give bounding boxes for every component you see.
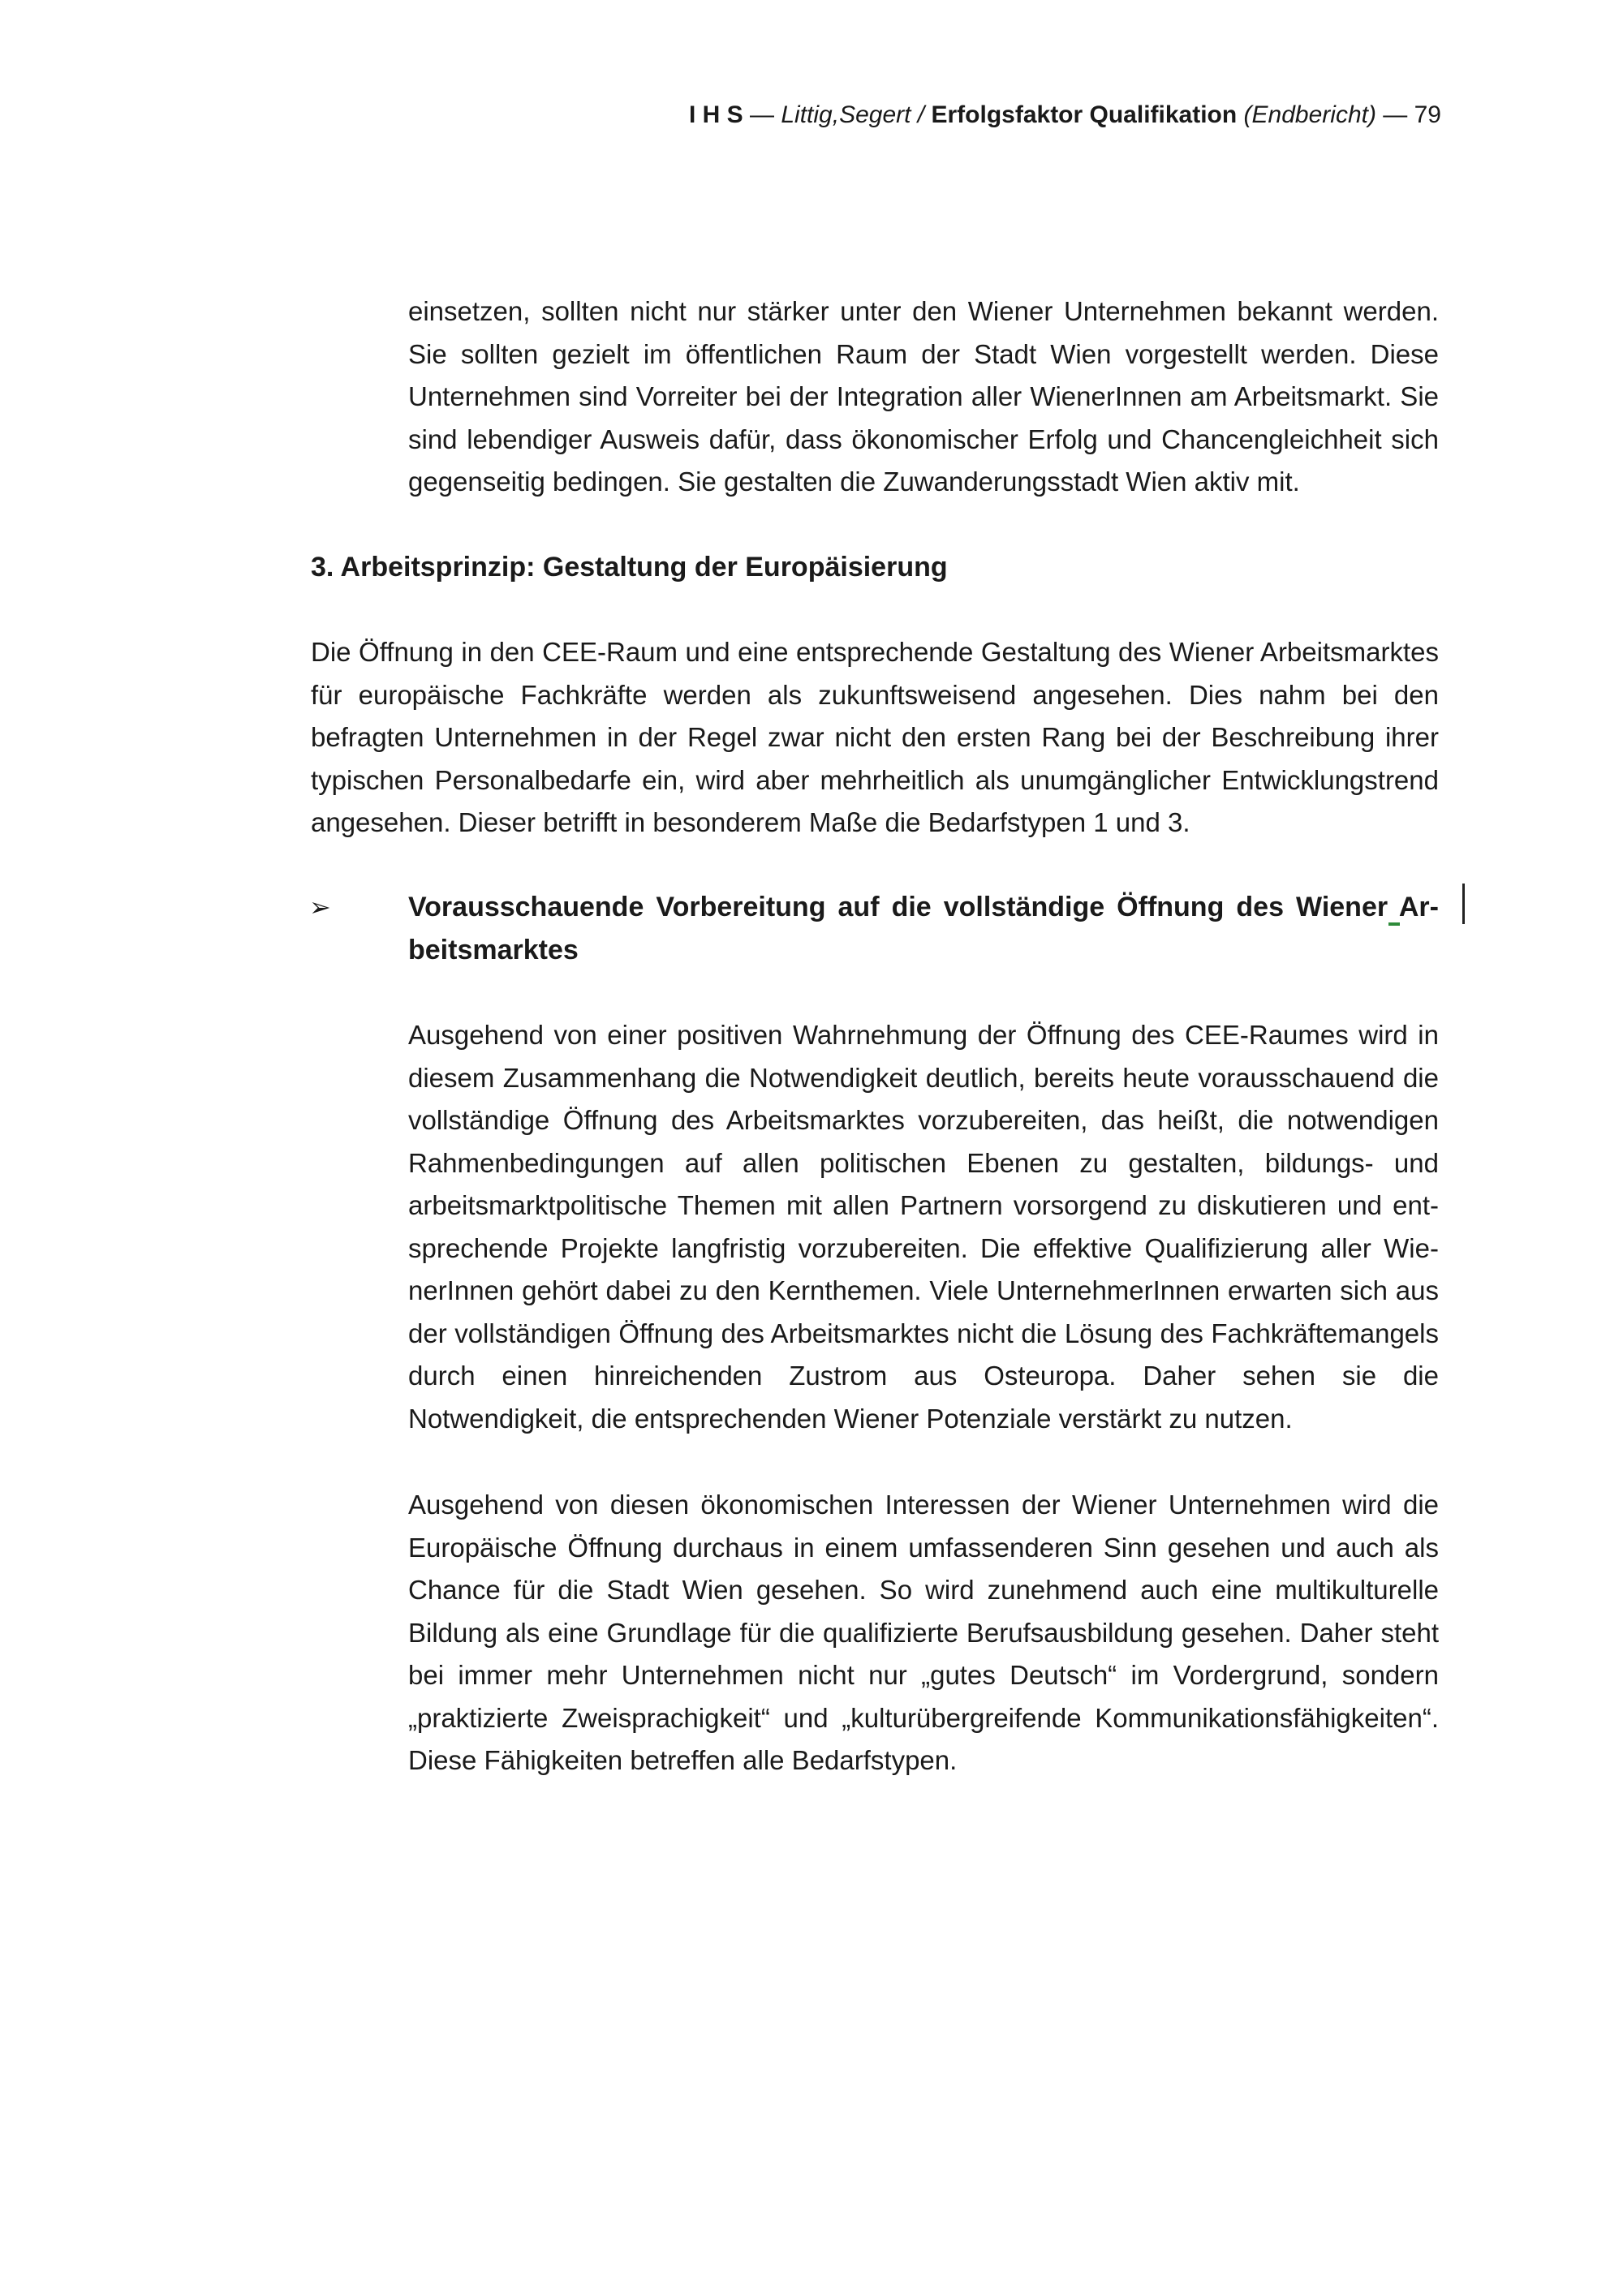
- header-title: Erfolgsfaktor Qualifikation: [931, 101, 1238, 128]
- arrow-bullet-icon: ➢: [309, 892, 331, 922]
- header-dash: —: [743, 101, 781, 128]
- header-subtitle: (Endbericht): [1243, 101, 1376, 128]
- header-org: I H S: [689, 101, 743, 128]
- header-dash: —: [1375, 101, 1414, 128]
- paragraph-multicultural: Ausgehend von diesen ökonomischen Interessen der Wiener Unternehmen wird die Europäische Öffnung durchaus in einem umfassenderen Sinn gesehen und auch als Chance für die Stadt Wien gesehen. So wird zunehmend auch eine multikulturelle Bildung als eine Grundlage für die qualifizierte Berufsausbildung gesehen. Daher steht bei immer mehr Unternehmen nicht nur „gutes Deutsch“ im Vordergrund, sondern „praktizierte Zweisprachigkeit“ und „kulturübergreifende Kommunikationsfähigkeiten“. Diese Fähigkeiten betreffen alle Bedarfstypen.: [408, 1490, 1439, 1775]
- paragraph-intro: einsetzen, sollten nicht nur stärker unter den Wiener Unternehmen bekannt werden. Sie sollten gezielt im öffentlichen Raum der Stadt Wien vorgestellt werden. Diese Unternehmen sind Vorreiter bei der Integration aller WienerInnen am Arbeitsmarkt. Sie sind lebendiger Ausweis dafür, dass ökonomischer Erfolg und Chancengleichheit sich gegenseitig bedingen. Sie gestalten die Zuwanderungsstadt Wien aktiv mit.: [408, 296, 1439, 497]
- header-authors: Littig,Segert: [781, 101, 911, 128]
- text-cursor-mark: [1388, 922, 1400, 926]
- page-number: 79: [1414, 101, 1441, 128]
- bullet-title: Vorausschauende Vorbereitung auf die vollständige Öffnung des Wiener Arbeitsmarktes: [408, 892, 1439, 965]
- paragraph-labour-market: Ausgehend von einer positiven Wahrnehmung der Öffnung des CEE-Raumes wird in diesem Zusammenhang die Notwendigkeit deutlich, bereits heute vorausschauend die vollständige Öffnung des Arbeitsmarktes vorzubereiten, das heißt, die notwendigen Rahmenbedingungen auf allen politischen Ebenen zu gestalten, bildungs- und arbeitsmarktpolitische Themen mit allen Partnern vorsorgend zu diskutieren und entsprechende Projekte langfristig vorzubereiten. Die effektive Qualifizierung aller WienerInnen gehört dabei zu den Kernthemen. Viele UnternehmerInnen erwarten sich aus der vollständigen Öffnung des Arbeitsmarktes nicht die Lösung des Fachkräftemangels durch einen hinreichenden Zustrom aus Osteuropa. Daher sehen sie die Notwendigkeit, die entsprechenden Wiener Potenziale verstärkt zu nutzen.: [408, 1020, 1439, 1434]
- header-slash: /: [911, 101, 932, 128]
- section-heading: 3. Arbeitsprinzip: Gestaltung der Europäisierung: [311, 552, 948, 583]
- running-header: [689, 99, 1441, 131]
- paragraph-europeanisation: Die Öffnung in den CEE-Raum und eine entsprechende Gestaltung des Wiener Arbeitsmarktes für europäische Fachkräfte werden als zukunftsweisend angesehen. Dies nahm bei den befragten Unternehmen in der Regel zwar nicht den ersten Rang bei der Beschreibung ihrer typischen Personalbedarfe ein, wird aber mehrheitlich als unumgänglicher Entwicklungstrend angesehen. Dieser betrifft in besonderem Maße die Bedarfstypen 1 und 3.: [311, 637, 1439, 837]
- revision-change-bar: [1462, 884, 1465, 924]
